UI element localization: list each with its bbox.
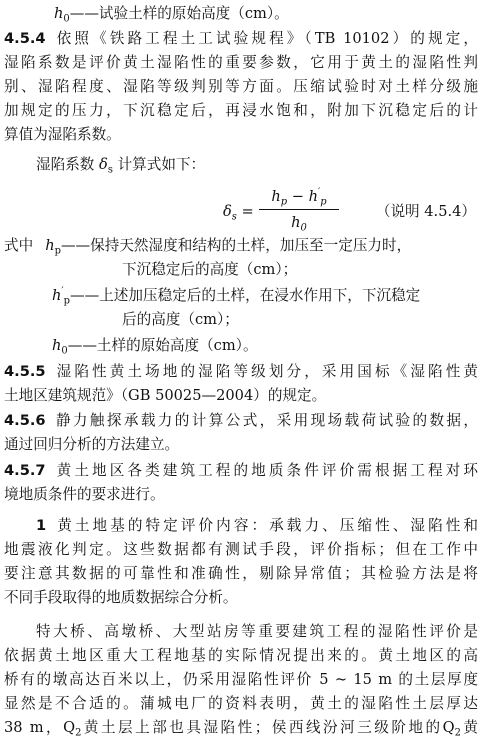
section-4-5-5-line-1: 4.5.5 湿陷性黄土场地的湿陷等级划分，采用国标《湿陷性黄	[4, 363, 478, 380]
section-number: 4.5.5	[4, 363, 46, 380]
item-1-line-3: 要注意其数据的可靠性和准确性，剔除异常值；其检验方法是将	[4, 565, 478, 582]
section-number: 4.5.4	[4, 30, 46, 47]
h0-definition-line: $h_0——$试验土样的原始高度（cm）。	[54, 5, 289, 25]
where-hp-line-2: 下沉稳定后的高度（cm）；	[122, 261, 298, 278]
section-4-5-4-line-5: 算值为湿陷系数。	[4, 126, 121, 143]
para-2-line-2: 依据黄土地区重大工程地基的实际情况提出来的。黄土地区的高	[4, 647, 478, 664]
item-1-line-4: 不同手段取得的地质数据综合分析。	[4, 589, 238, 606]
where-hp-line-1: 式中 $h_p——$保持天然湿度和结构的土样，加压至一定压力时，	[4, 237, 412, 257]
section-number: 4.5.7	[4, 462, 46, 479]
para-2-line-1: 特大桥、高墩桥、大型站房等重要建筑工程的湿陷性评价是	[36, 623, 478, 640]
where-hpp-line-1: $h'_p——$上述加压稳定后的土样，在浸水作用下，下沉稳定	[52, 286, 421, 307]
section-4-5-6-line-1: 4.5.6 静力触探承载力的计算公式，采用现场载荷试验的数据，	[4, 412, 478, 429]
formula-numerator: $h_p - h'_p$	[271, 187, 327, 208]
formula-denominator: $h_0$	[291, 214, 307, 234]
fraction-bar	[259, 209, 339, 210]
para-2-line-5: 38 m，$Q_2$黄土层上部也具湿陷性；侯西线汾河三级阶地的$Q_2$黄	[4, 719, 478, 739]
para-2-line-3: 桥有的墩高达百米以上，仍采用湿陷性评价 5 ~ 15 m 的土层厚度	[4, 671, 478, 688]
item-number: 1	[36, 517, 47, 534]
section-4-5-4-line-2: 湿陷系数是评价黄土湿陷性的重要参数，它用于黄土的湿陷性判	[4, 54, 478, 71]
formula-lhs: $\delta_s$ =	[223, 203, 254, 223]
formula-intro: 湿陷系数 $\delta_s$ 计算式如下：	[36, 156, 206, 176]
section-number: 4.5.6	[4, 412, 46, 429]
section-4-5-7-line-2: 境地质条件的要求进行。	[4, 486, 165, 503]
section-4-5-6-line-2: 通过回归分析的方法建立。	[4, 436, 180, 453]
section-4-5-4-line-1: 4.5.4 依照《铁路工程土工试验规程》（TB 10102）的规定，	[4, 30, 478, 47]
item-1-line-1: 1 黄土地基的特定评价内容：承载力、压缩性、湿陷性和	[36, 517, 478, 534]
section-4-5-5-line-2: 土地区建筑规范》（GB 50025—2004）的规定。	[4, 387, 327, 404]
item-1-line-2: 地震液化判定。这些数据都有测试手段，评价指标；但在工作中	[4, 541, 478, 558]
where-hpp-line-2: 后的高度（cm）；	[122, 311, 239, 328]
section-4-5-4-line-4: 加规定的压力，下沉稳定后，再浸水饱和，附加下沉稳定后的计	[4, 102, 478, 119]
equation-note: （说明 4.5.4）	[375, 203, 476, 220]
section-4-5-7-line-1: 4.5.7 黄土地区各类建筑工程的地质条件评价需根据工程对环	[4, 462, 478, 479]
where-h0-line: $h_0——$土样的原始高度（cm）。	[52, 337, 258, 357]
para-2-line-4: 显然是不合适的。蒲城电厂的资料表明，黄土的湿陷性土层厚达	[4, 695, 478, 712]
section-4-5-4-line-3: 别、湿陷程度、湿陷等级判别等方面。压缩试验时对土样分级施	[4, 78, 478, 95]
